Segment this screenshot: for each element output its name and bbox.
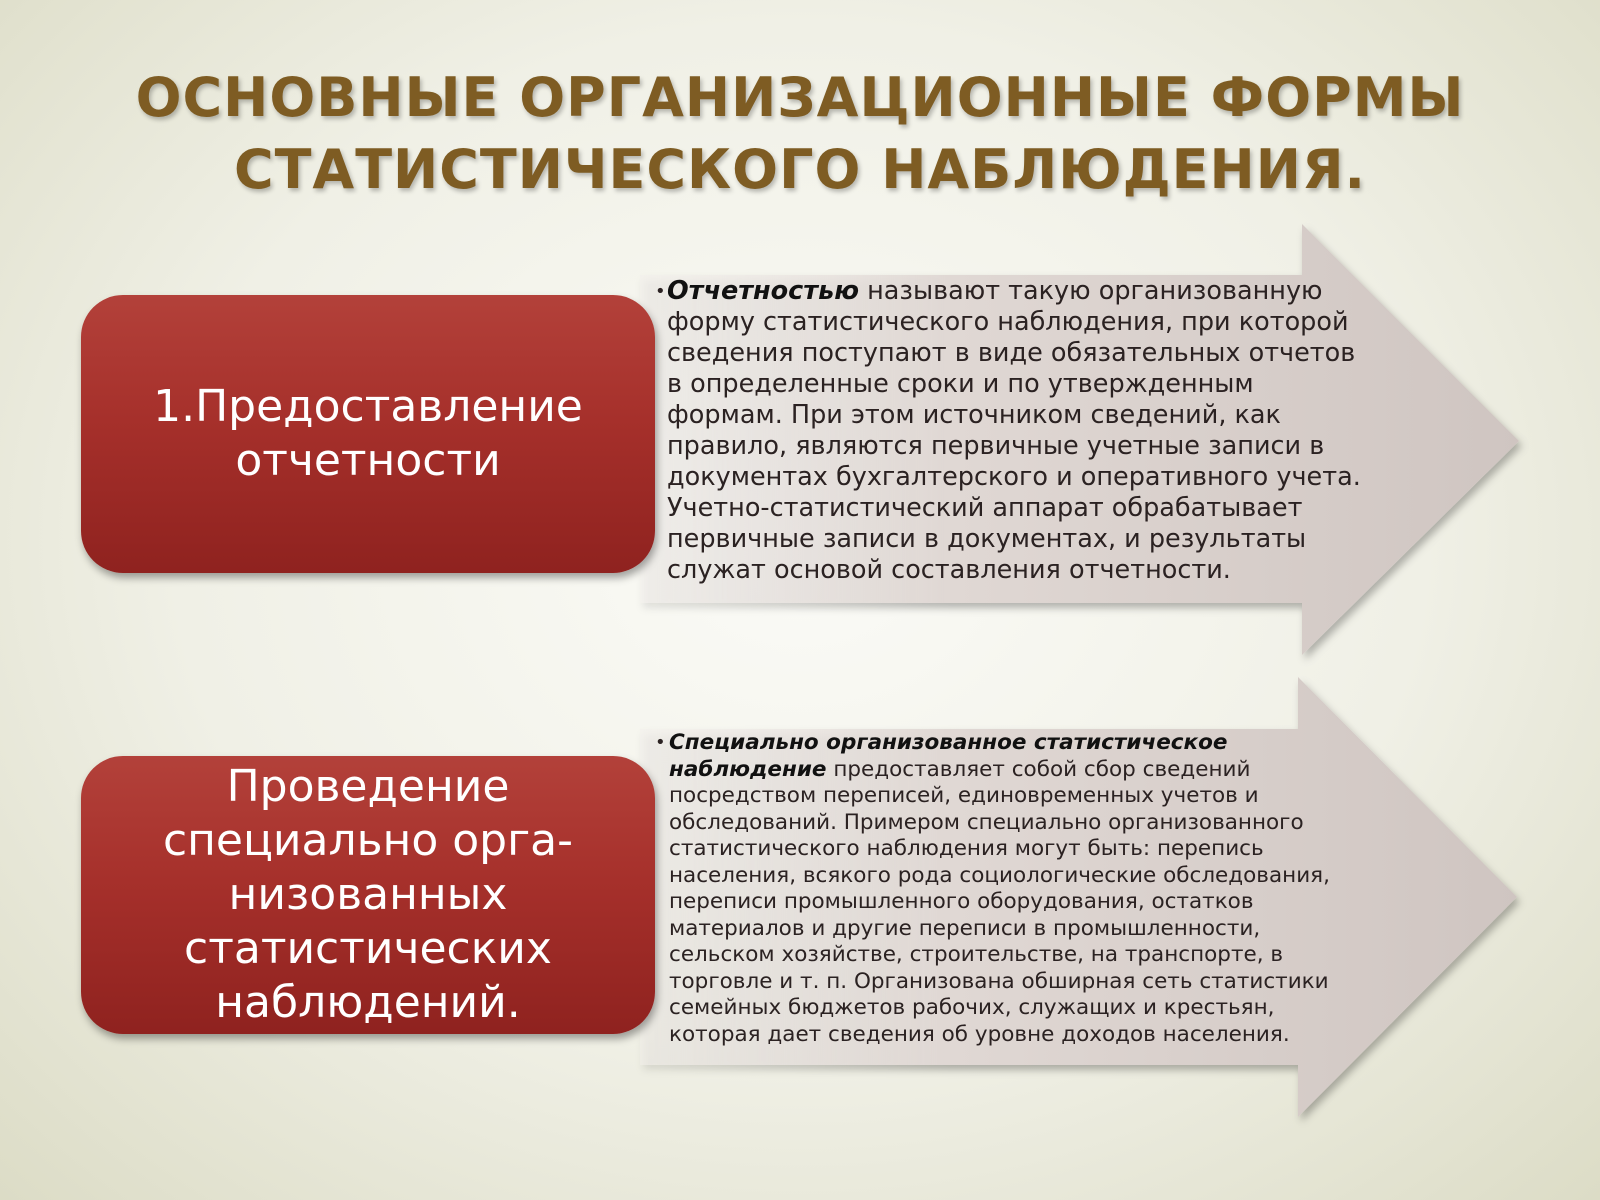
form-box-reporting [81, 295, 655, 573]
term-special-observation: Специально организованное статистическое наблюдение [669, 730, 1228, 782]
description-special-observation-text: предоставляет собой сбор сведений посредством переписей, единовременных учетов и обследований. Примером специально организованного статистического наблюдения могут быть: перепись населения, всякого рода социологические обследования, переписи промышленного оборудования, остатков материалов и другие переписи в промышленности, сельском хозяйстве, строительстве, на транспорте, в торговле и т. п. Организована обширная сеть статистики семейных бюджетов рабочих, служащих и крестьян, которая дает сведения об уровне доходов населения. [669, 756, 1330, 1047]
description-reporting [655, 276, 1365, 586]
description-special-observation [655, 730, 1365, 1048]
bullet-icon: • [655, 732, 666, 753]
form-box-special-observation-label: Проведение специально орга-низованных статистических наблюдений. [162, 761, 574, 1028]
description-reporting-text: называют такую организованную форму статистического наблюдения, при которой сведения поступают в виде обязательных отчетов в определенные сроки и по утвержденным формам. При этом источником сведений, как правило, являются первичные учетные записи в документах бухгалтерского и оперативного учета. Учетно-статистический аппарат обрабатывает первичные записи в документах, и результаты служат основой составления отчетности. [667, 276, 1361, 585]
slide-title-line-2: СТАТИСТИЧЕСКОГО НАБЛЮДЕНИЯ. [233, 138, 1367, 201]
slide-title-line-1: ОСНОВНЫЕ ОРГАНИЗАЦИОННЫЕ ФОРМЫ [135, 66, 1465, 129]
term-reporting: Отчетностью [667, 276, 859, 306]
form-box-reporting-label: 1.Предоставление отчетности [153, 381, 583, 486]
bullet-icon: • [655, 281, 666, 302]
form-box-special-observation [81, 756, 655, 1034]
